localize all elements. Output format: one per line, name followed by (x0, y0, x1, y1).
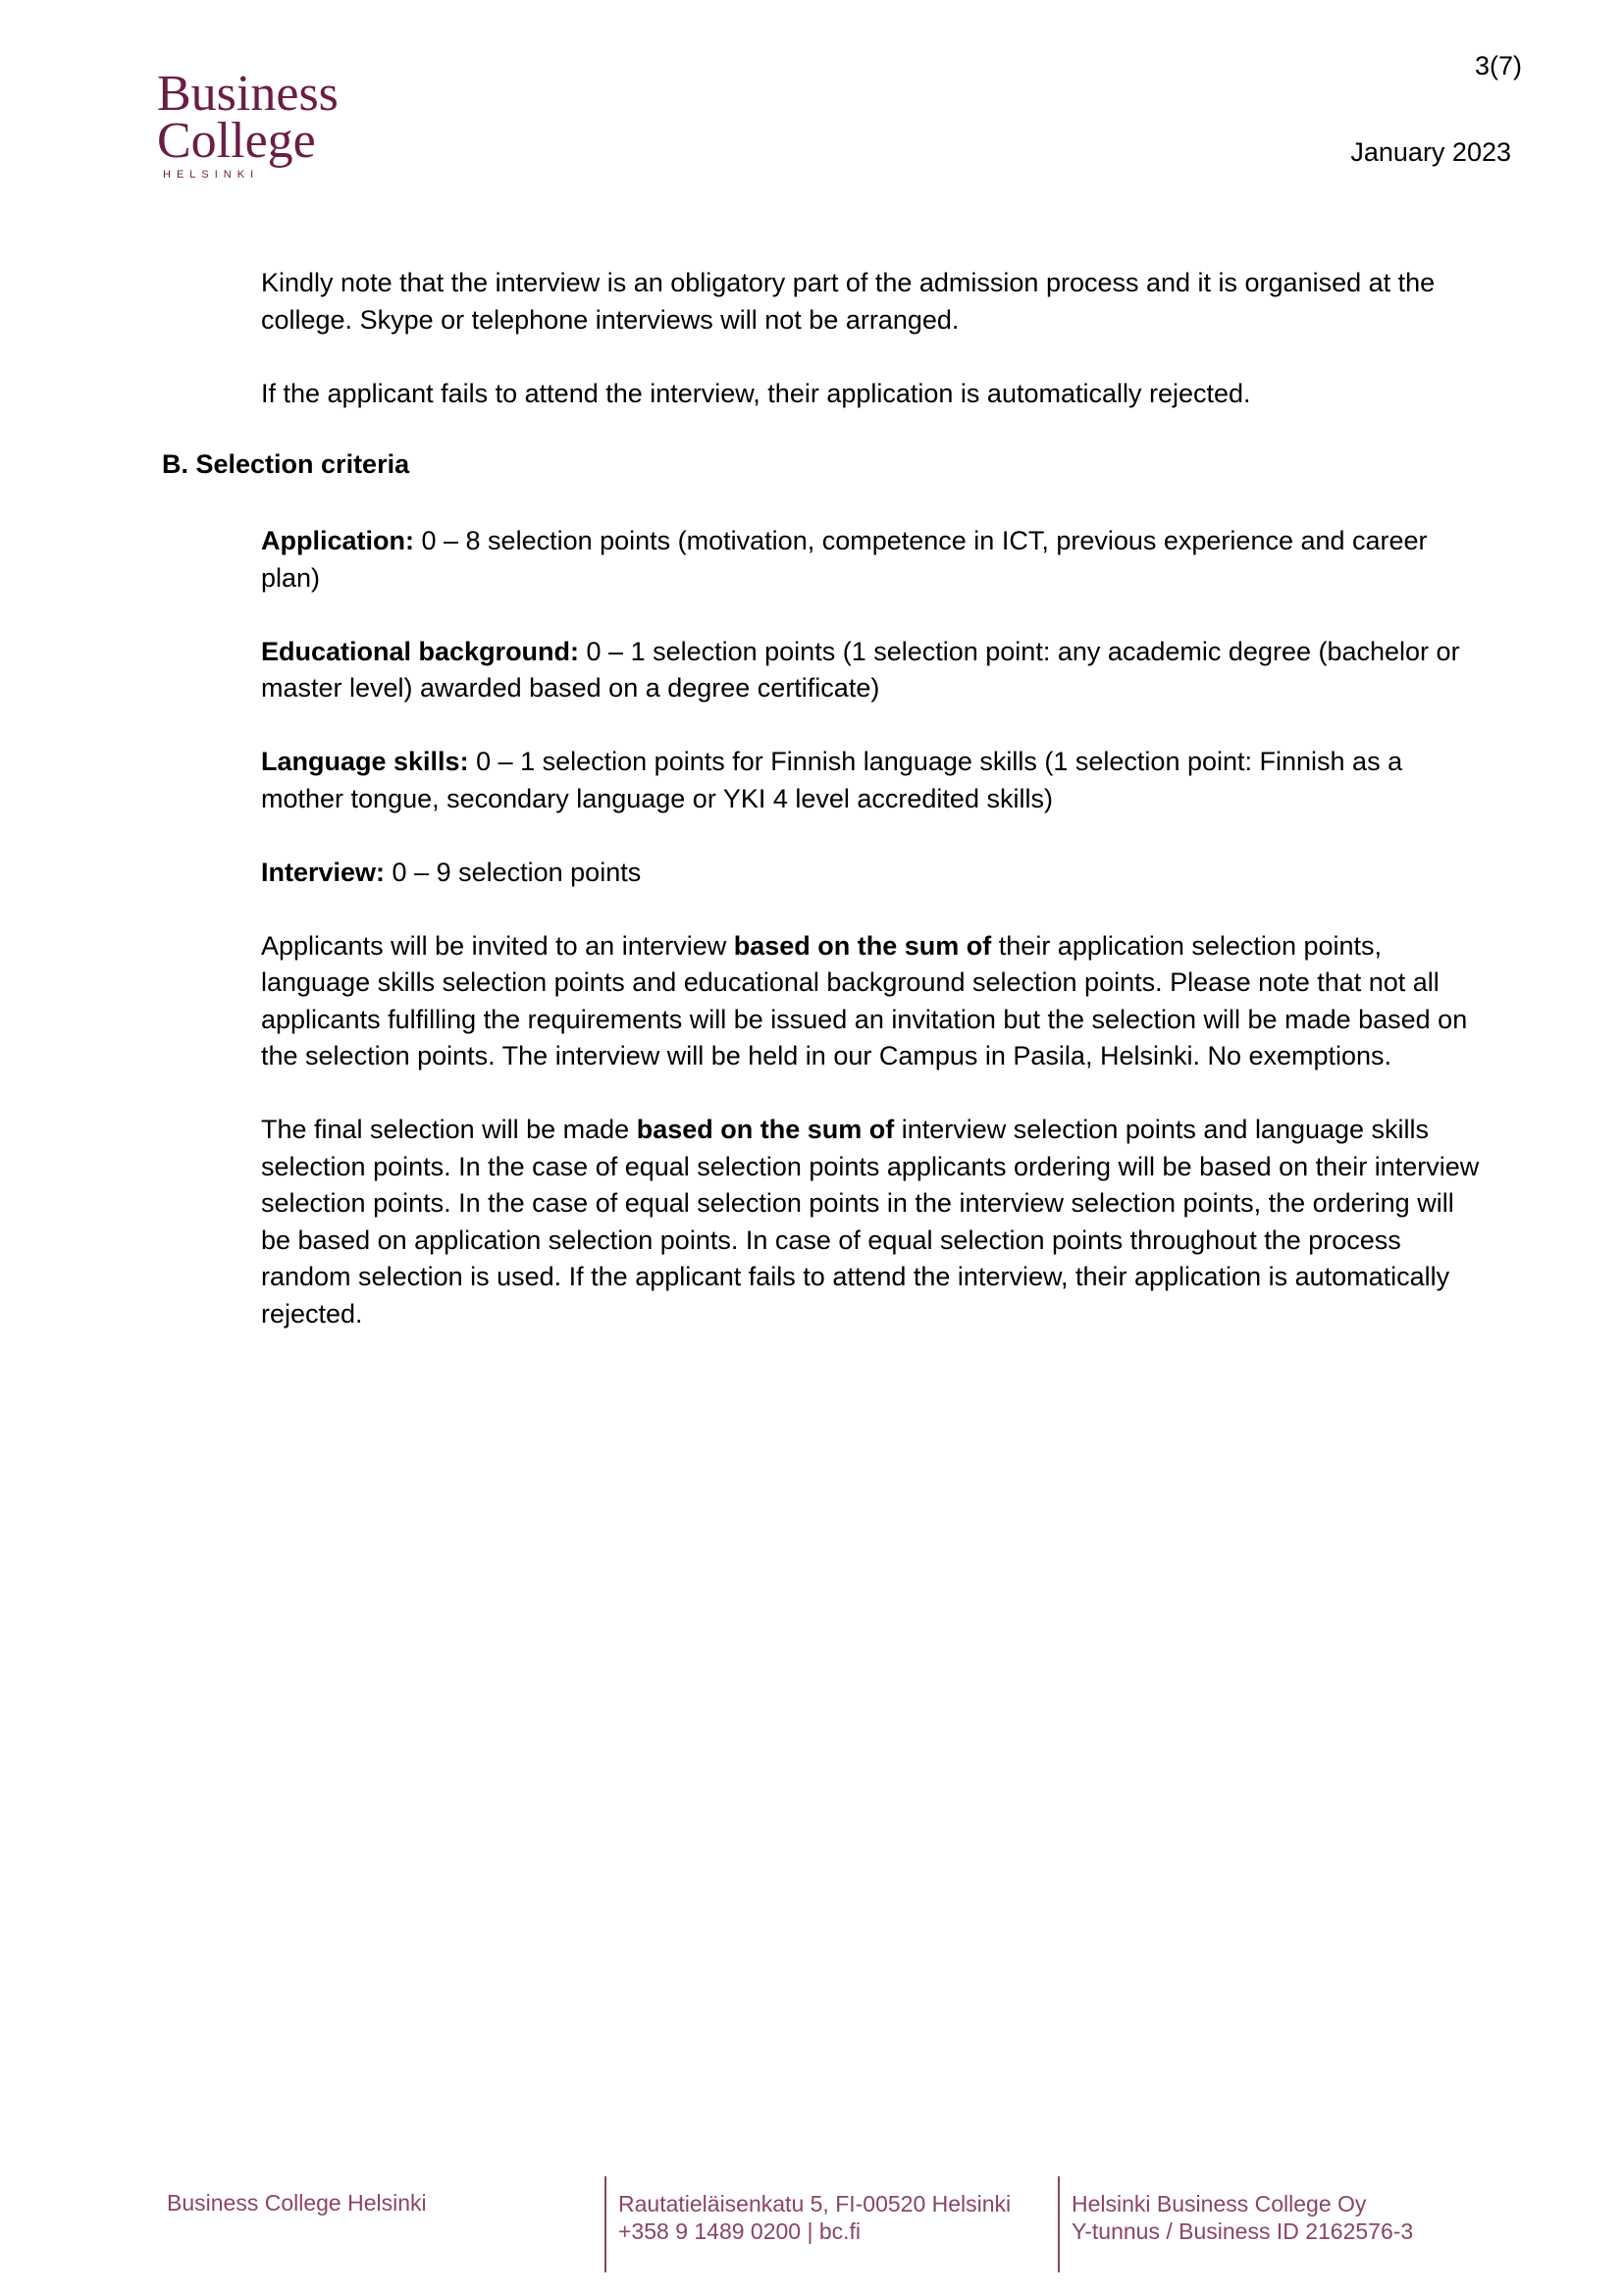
criterion-language-skills (261, 744, 1488, 817)
footer-company-block (1072, 2190, 1413, 2245)
intro-paragraph-1: Kindly note that the interview is an obligatory part of the admission process and it is organised at the college. Skype or telephone interviews will not be arranged. (261, 268, 1436, 335)
paragraph-emphasis: based on the sum of (636, 1115, 895, 1144)
criterion-label: Educational background: (261, 636, 580, 666)
logo-line-3: HELSINKI (163, 169, 260, 181)
criterion-application (261, 523, 1488, 597)
paragraph-text: their application selection points, language skills selection points and educational background selection points. Please note that not all applicants fulfilling the requirements will be issued an invitation but the selection will be made based on the selection points. The interview will be held in our Campus in Pasila, Helsinki. No exemptions. (261, 930, 1468, 1070)
criterion-text: 0 – 8 selection points (motivation, competence in ICT, previous experience and career plan) (261, 526, 1428, 593)
paragraph-emphasis: based on the sum of (733, 930, 992, 961)
footer-divider (604, 2176, 606, 2272)
footer-org-name: Business College Helsinki (167, 2190, 427, 2216)
footer-business-id: Y-tunnus / Business ID 2162576-3 (1072, 2218, 1414, 2244)
criterion-label: Interview: (261, 857, 386, 887)
interview-invitation-paragraph (261, 928, 1488, 1075)
logo-line-1: Business (157, 66, 339, 122)
footer-address: Rautatieläisenkatu 5, FI-00520 Helsinki (618, 2191, 1012, 2217)
paragraph-text: The final selection will be made (261, 1115, 637, 1144)
page-footer (0, 2176, 1624, 2274)
final-selection-paragraph (261, 1112, 1488, 1332)
selection-criteria-section (261, 523, 1488, 1370)
logo-line-2: College (157, 113, 316, 169)
intro-paragraph-2: If the applicant fails to attend the interview, their application is automatically rejected. (261, 378, 1251, 408)
page-number: 3(7) (1474, 51, 1522, 80)
paragraph-text: interview selection points and language skills selection points. In the case of equal selection points applicants ordering will be based on their interview selection points. In the case of equal selection points in the interview selection points, the ordering will be based on application selection points. In case of equal selection points throughout the process random selection is used. If the applicant fails to attend the interview, their application is automatically rejected. (261, 1115, 1480, 1329)
paragraph-text: Applicants will be invited to an interview (261, 930, 734, 961)
criterion-text: 0 – 1 selection points (1 selection point: any academic degree (bachelor or master level) awarded based on a degree certificate) (261, 636, 1460, 703)
section-heading: B. Selection criteria (162, 449, 410, 479)
intro-section (261, 265, 1488, 449)
footer-contact: +358 9 1489 0200 | bc.fi (618, 2218, 862, 2244)
criterion-label: Language skills: (261, 747, 469, 776)
footer-company: Helsinki Business College Oy (1072, 2191, 1367, 2217)
criterion-label: Application: (261, 526, 414, 555)
footer-address-block (618, 2190, 1011, 2245)
criterion-text: 0 – 1 selection points for Finnish language skills (1 selection point: Finnish as a mother tongue, secondary language or YKI 4 level accredited skills) (261, 747, 1403, 813)
criterion-interview (261, 855, 1488, 892)
college-logo (157, 66, 393, 186)
document-date: January 2023 (1350, 137, 1511, 167)
footer-divider (1058, 2176, 1060, 2272)
criterion-educational-background (261, 634, 1488, 707)
criterion-text: 0 – 9 selection points (385, 857, 642, 887)
